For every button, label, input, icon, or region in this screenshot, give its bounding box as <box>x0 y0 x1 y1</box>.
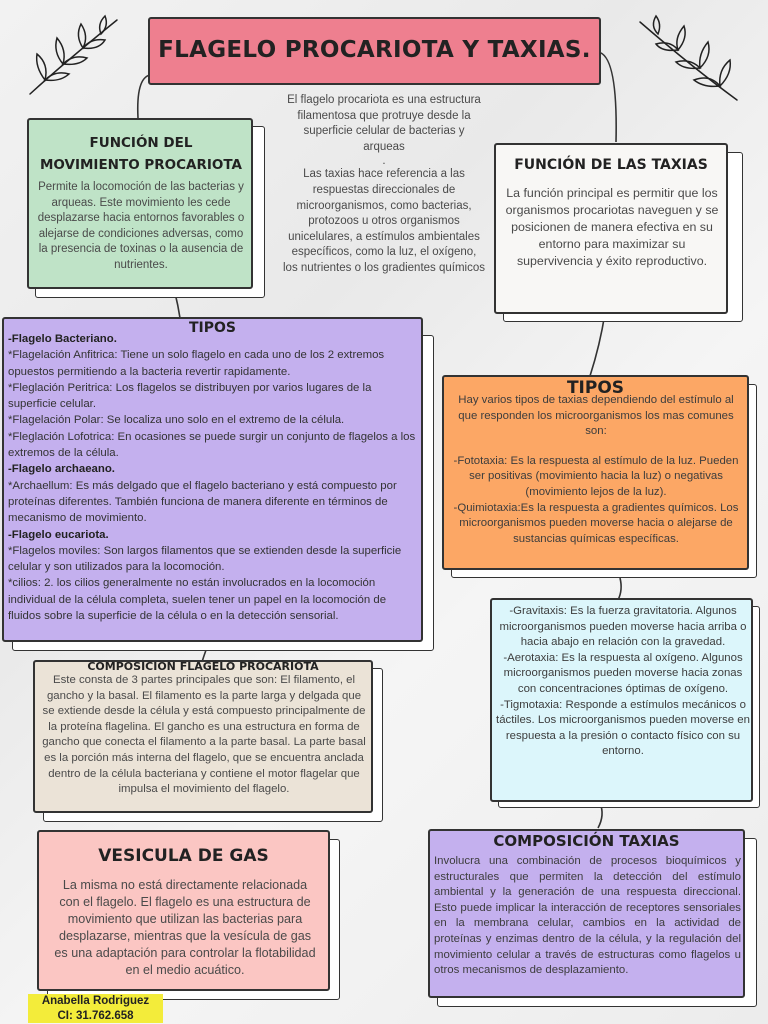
tipos-taxias-2-card <box>490 598 753 802</box>
author-block <box>28 994 163 1023</box>
tipos-taxias-title: TIPOS <box>566 378 625 398</box>
composicion-taxias-title: COMPOSICIÓN TAXIAS <box>493 832 680 850</box>
funcion-taxias-text: La función principal es permitir que los organismos procariotas naveguen y se posicionen de manera efectiva en su entorno para maximizar su supervivencia y éxito reproductivo. <box>505 186 719 268</box>
composicion-flagelo-card <box>33 660 373 813</box>
tipo-item: *Flagelación Anfitrica: Tiene un solo flagelo en cada uno de los 2 extremos opuestos permitiendo a la bacteria revertir rapidamente. <box>8 349 385 378</box>
quimiotaxia-item: -Quimiotaxia:Es la respuesta a gradientes químicos. Los microorganismos pueden moverse hacia o alejarse de sustancias químicas específicas. <box>453 501 739 545</box>
composicion-taxias-card <box>428 829 745 998</box>
funcion-taxias-card <box>494 143 728 314</box>
tipo-item: *Flagelación Polar: Se localiza uno solo en el extremo de la célula. <box>8 414 345 427</box>
intro-text <box>283 93 485 277</box>
aerotaxia-item: -Aerotaxia: Es la respuesta al oxígeno. Algunos microorganismos pueden moverse hacia zonas con concentraciones óptimas de oxígeno. <box>503 651 743 695</box>
vesicula-card <box>37 830 330 991</box>
author-name: Anabella Rodriguez <box>41 995 150 1007</box>
flagelo-archaeano-heading: -Flagelo archaeano. <box>8 463 115 476</box>
fototaxia-item: -Fototaxia: Es la respuesta al estímulo de la luz. Pueden ser positivas (movimiento hacia la luz) o negativas (movimiento lejos de la luz). <box>453 454 739 498</box>
tipo-item: *cilios: 2. los cilios generalmente no están involucrados en la locomoción individual de la célula completa, suelen tener un papel en la locomoción de fluidos sobre la superficie de la célula o en la detección sensorial. <box>8 577 387 623</box>
page-title: FLAGELO PROCARIOTA Y TAXIAS. <box>158 37 591 63</box>
intro-taxias: Las taxias hace referencia a las respuestas direccionales de microorganismos, como bacterias, protozoos u otros organismos unicelulares, a estímulos ambientales específicos, como la luz, el oxígeno, los nutrientes o los gradientes químicos <box>283 168 485 274</box>
tipos-flagelo-title: TIPOS <box>188 320 236 336</box>
composicion-flagelo-text: Este consta de 3 partes principales que son: El filamento, el gancho y la basal. El filamento es la parte larga y delgada que se extiende desde la célula y está compuesto principalmente de la proteína flagelina. El gancho es una estructura en forma de gancho que conecta el filamento a la parte basal. La parte basal es la porción más interna del flagelo, que se encuentra anclada dentro de la célula bacteriana y contiene el motor flagelar que impulsa el movimiento del flagelo. <box>42 674 366 796</box>
tipo-item: *Flagelos moviles: Son largos filamentos que se extienden desde la superficie celular y son utilizados para la locomoción. <box>8 544 402 574</box>
funcion-movimiento-title: FUNCIÓN DEL MOVIMIENTO PROCARIOTA <box>39 135 242 173</box>
tipos-flagelo-card <box>2 317 423 642</box>
tipo-item: *Fleglación Peritrica: Los flagelos se distribuyen por varios lugares de la superficie celular. <box>8 381 372 411</box>
tipo-item: *Archaellum: Es más delgado que el flagelo bacteriano y está compuesto por proteínas diferentes. También funciona de manera diferente en términos de mecanismo de movimiento. <box>8 479 397 525</box>
tipos-taxias-intro: Hay varios tipos de taxias dependiendo del estímulo al que responden los microorganismos los mas comunes son: <box>458 394 734 438</box>
author-ci: CI: 31.762.658 <box>57 1009 134 1022</box>
funcion-movimiento-text: Permite la locomoción de las bacterias y arqueas. Este movimiento les cede desplazarse hacia entornos favorables o alejarse de condiciones adversas, como la presencia de toxinas o la ausencia de nutrientes. <box>37 181 245 271</box>
vesicula-text: La misma no está directamente relacionada con el flagelo. El flagelo es una estructura de movimiento que utilizan las bacterias para desplazarse, mientras que la vesícula de gas es una adaptación para controlar la flotabilidad en el medio acuático. <box>54 878 316 977</box>
funcion-movimiento-card <box>27 118 253 289</box>
composicion-flagelo-title: COMPOSICION FLAGELO PROCARIOTA <box>87 660 319 673</box>
vesicula-title: VESICULA DE GAS <box>98 846 269 866</box>
tigmotaxia-item: -Tigmotaxia: Responde a estímulos mecánicos o táctiles. Los microorganismos pueden moverse en respuesta a la presión o contacto físico con su entorno. <box>496 698 750 758</box>
funcion-taxias-title: FUNCIÓN DE LAS TAXIAS <box>514 157 708 173</box>
tipo-item: *Fleglación Lofotrica: En ocasiones se puede surgir un conjunto de flagelos a los extremos de la célula. <box>8 430 416 460</box>
leaf-branch-left-icon <box>25 12 125 102</box>
intro-flagelo: El flagelo procariota es una estructura filamentosa que protruye desde la superficie celular de bacterias y arqueas <box>287 94 481 153</box>
leaf-branch-right-icon <box>632 12 742 107</box>
flagelo-bacteriano-heading: -Flagelo Bacteriano. <box>8 333 117 345</box>
title-box <box>148 17 601 85</box>
gravitaxis-item: -Gravitaxis: Es la fuerza gravitatoria. Algunos microorganismos pueden moverse hacia arriba o hacia abajo en relación con la gravedad. <box>499 605 747 649</box>
composicion-taxias-text: Involucra una combinación de procesos bioquímicos y estructurales que permiten la detección del estímulo ambiental y la generación de una respuesta direccional. Esto puede implicar la interacción de receptores sensoriales en la membrana celular, cambios en la actividad de proteínas y enzimas dentro de la célula, y la regulación del movimiento celular a través de estructuras como flagelos u otros mecanismos de desplazamiento. <box>434 855 741 977</box>
flagelo-eucariota-heading: -Flagelo eucariota. <box>8 528 109 541</box>
tipos-taxias-card <box>442 375 749 570</box>
intro-dot: . <box>382 155 386 168</box>
